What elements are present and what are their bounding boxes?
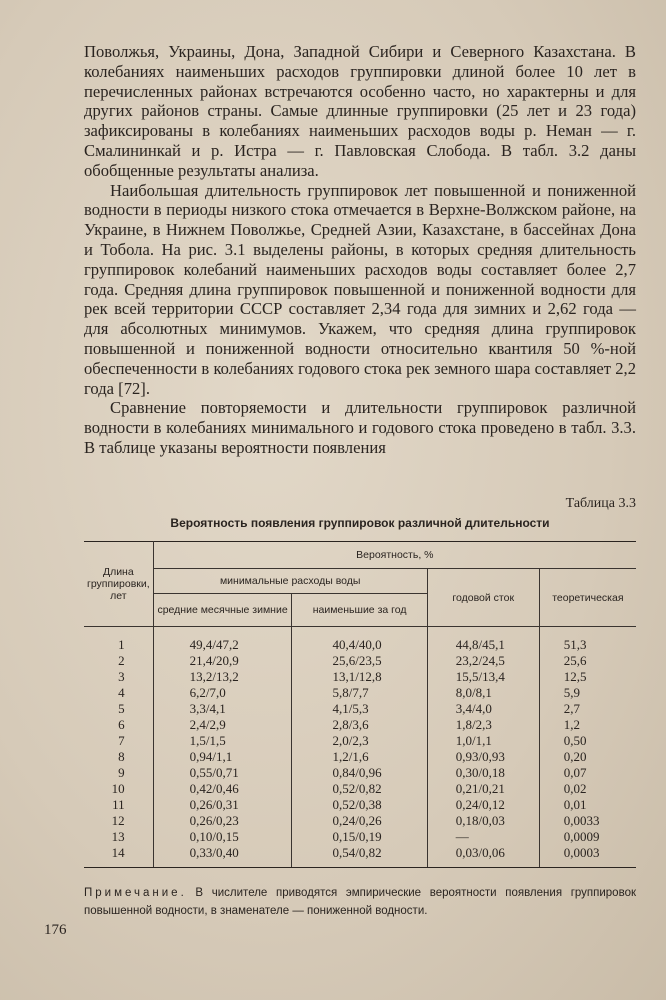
paragraph-2: Наибольшая длительность группировок лет повышенной и пониженной водности в периоды низкого стока отмечается в Верхне-Волжском районе, на Украине, в Нижнем Поволжье, Средней Азии, Казахстане, в бассейнах Дона и Тобола. На рис. 3.1 выделены районы, в которых средняя длительность группировок колебаний наименьших расходов воды составляет более 2,7 года. Средняя длина группировок повышенной и пониженной водности для рек всей территории СССР составляет 2,34 года для зимних и 2,62 года — для абсолютных минимумов. Укажем, что средняя длина группировок повышенной и пониженной водности относительно квантиля 50 %-ной обеспеченности в колебаниях годового стока рек земного шара составляет 2,2 года [72]. — [84, 180, 636, 398]
table-cell: 2 — [118, 653, 125, 668]
table-cell: 6 — [118, 717, 125, 732]
table-cell: 0,26/0,23 — [153, 813, 292, 829]
table-row — [84, 781, 636, 797]
table-cell: 9 — [118, 765, 125, 780]
table-cell: 23,2/24,5 — [427, 653, 539, 669]
note-text: В числителе приводятся эмпирические вероятности появления группировок повышенной водности, в знаменателе — пониженной водности. — [84, 887, 636, 917]
table-cell: 0,30/0,18 — [427, 765, 539, 781]
table-row — [84, 717, 636, 733]
table-cell: — — [427, 829, 539, 845]
table-cell: 13,1/12,8 — [292, 669, 427, 685]
table-cell: 0,52/0,38 — [292, 797, 427, 813]
table-cell: 14 — [84, 845, 153, 868]
table-cell: 49,4/47,2 — [153, 627, 292, 654]
table-cell: 40,4/40,0 — [292, 627, 427, 654]
table-cell: 21,4/20,9 — [153, 653, 292, 669]
table-cell: 13 — [111, 829, 125, 844]
table-cell: 0,0003 — [539, 845, 636, 868]
table-cell: 3,4/4,0 — [427, 701, 539, 717]
table-row — [84, 653, 636, 669]
table-cell: 5 — [118, 701, 125, 716]
table-cell: 44,8/45,1 — [427, 627, 539, 654]
table-row — [84, 685, 636, 701]
table-row — [84, 749, 636, 765]
table-cell: 2,8/3,6 — [292, 717, 427, 733]
table-cell: 3,3/4,1 — [153, 701, 292, 717]
table-cell: 5,9 — [539, 685, 636, 701]
table-cell: 0,54/0,82 — [292, 845, 427, 868]
table-cell: 4,1/5,3 — [292, 701, 427, 717]
table-cell: 25,6 — [539, 653, 636, 669]
page-number: 176 — [44, 922, 67, 938]
table-cell: 5,8/7,7 — [292, 685, 427, 701]
table-cell: 0,0009 — [539, 829, 636, 845]
header-min-flow: минимальные расходы воды — [153, 569, 427, 594]
table-cell: 0,55/0,71 — [153, 765, 292, 781]
table-cell: 0,10/0,15 — [153, 829, 292, 845]
table-cell: 0,02 — [539, 781, 636, 797]
table-cell: 1,2 — [539, 717, 636, 733]
table-cell: 2,0/2,3 — [292, 733, 427, 749]
table-cell: 6,2/7,0 — [153, 685, 292, 701]
table-row — [84, 701, 636, 717]
table-cell: 0,18/0,03 — [427, 813, 539, 829]
table-cell: 15,5/13,4 — [427, 669, 539, 685]
table-cell: 4 — [118, 685, 125, 700]
paragraph-1: Поволжья, Украины, Дона, Западной Сибири и Северного Казахстана. В колебаниях наименьших расходов группировки длиной более 10 лет в перечисленных районах встречаются особенно часто, но характерны и для других районов страны. Самые длинные группировки (25 лет и 23 года) зафиксированы в колебаниях наименьших расходов воды р. Неман — г. Смалининкай и р. Истра — г. Павловская Слобода. В табл. 3.2 даны обобщенные результаты анализа. — [84, 42, 636, 180]
table-cell: 12,5 — [539, 669, 636, 685]
paragraph-3: Сравнение повторяемости и длительности группировок различной водности в колебаниях минимального и годового стока проведено в табл. 3.3. В таблице указаны вероятности появления — [84, 398, 636, 457]
header-theoretical: теоретическая — [539, 569, 636, 627]
table-cell: 2,4/2,9 — [153, 717, 292, 733]
table-cell: 11 — [112, 797, 125, 812]
table-row — [84, 669, 636, 685]
table-cell: 0,94/1,1 — [153, 749, 292, 765]
table-cell: 0,15/0,19 — [292, 829, 427, 845]
table-cell: 0,01 — [539, 797, 636, 813]
table-row — [84, 627, 636, 654]
header-lowest: наименьшие за год — [292, 594, 427, 627]
probability-table — [84, 541, 636, 868]
header-winter: средние месячные зимние — [153, 594, 292, 627]
header-probability: Вероятность, % — [153, 542, 636, 569]
table-row — [84, 813, 636, 829]
table-cell: 0,26/0,31 — [153, 797, 292, 813]
table-cell: 8 — [118, 749, 125, 764]
table-cell: 13,2/13,2 — [153, 669, 292, 685]
table-cell: 0,07 — [539, 765, 636, 781]
table-cell: 0,03/0,06 — [427, 845, 539, 868]
table-row — [84, 733, 636, 749]
table-cell: 2,7 — [539, 701, 636, 717]
table-cell: 10 — [111, 781, 125, 796]
table-cell: 0,52/0,82 — [292, 781, 427, 797]
table-cell: 3 — [118, 669, 125, 684]
table-cell: 0,42/0,46 — [153, 781, 292, 797]
table-row — [84, 829, 636, 845]
table-cell: 0,84/0,96 — [292, 765, 427, 781]
table-cell: 1 — [118, 637, 125, 652]
table-cell: 7 — [118, 733, 125, 748]
table-cell: 0,24/0,12 — [427, 797, 539, 813]
table-cell: 0,50 — [539, 733, 636, 749]
table-cell: 1,0/1,1 — [427, 733, 539, 749]
table-row — [84, 845, 636, 868]
table-body — [84, 627, 636, 868]
body-text — [84, 42, 636, 458]
table-cell: 51,3 — [539, 627, 636, 654]
table-cell: 0,24/0,26 — [292, 813, 427, 829]
table-row — [84, 765, 636, 781]
table-cell: 0,33/0,40 — [153, 845, 292, 868]
table-caption: Таблица 3.3 — [565, 496, 636, 511]
table-note — [84, 884, 636, 920]
table-cell: 0,0033 — [539, 813, 636, 829]
table-title: Вероятность появления группировок различной длительности — [170, 516, 550, 530]
header-annual: годовой сток — [427, 569, 539, 627]
table-cell: 0,93/0,93 — [427, 749, 539, 765]
table-cell: 0,21/0,21 — [427, 781, 539, 797]
table-cell: 1,8/2,3 — [427, 717, 539, 733]
note-label: Примечание. — [84, 887, 187, 899]
table-cell: 25,6/23,5 — [292, 653, 427, 669]
table-cell: 0,20 — [539, 749, 636, 765]
table-cell: 8,0/8,1 — [427, 685, 539, 701]
table-cell: 1,5/1,5 — [153, 733, 292, 749]
table-row — [84, 797, 636, 813]
header-length: Длина группировки, лет — [84, 542, 153, 627]
table-cell: 12 — [111, 813, 125, 828]
table-cell: 1,2/1,6 — [292, 749, 427, 765]
